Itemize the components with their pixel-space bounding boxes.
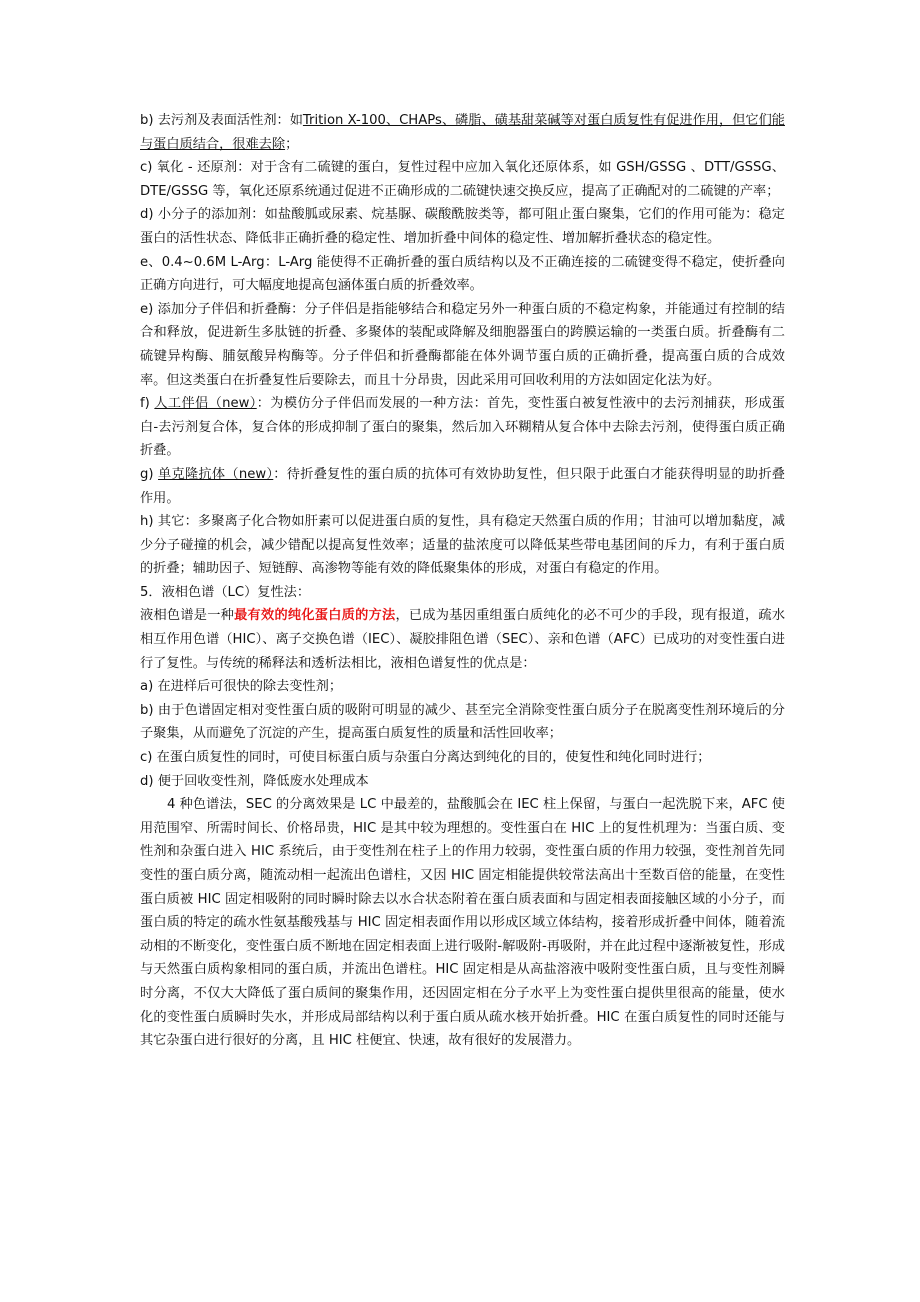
paragraph-redox [140,156,785,203]
paragraph-lc-intro [140,604,785,675]
item-label: c) [140,160,153,176]
list-item-advantage-b [140,699,785,746]
item-label: f) [140,396,150,412]
paragraph-text: 液相色谱是一种 [140,608,235,624]
paragraph-others [140,510,785,581]
underlined-text: 单克隆抗体（new） [158,466,274,482]
paragraph-text: ：为模仿分子伴侣而发展的一种方法：首先，变性蛋白被复性液中的去污剂捕获，形成蛋白-去污剂复合体，复合体的形成抑制了蛋白的聚集，然后加入环糊精从复合体中去除去污剂，使得蛋白质正确折叠。 [140,396,785,459]
item-label: e) [140,301,154,317]
paragraph-text: ，已成为基因重组蛋白质纯化的必不可少的手段，现有报道，疏水相互作用色谱（HIC）、离子交换色谱（IEC）、凝胶排阻色谱（SEC）、亲和色谱（AFC）已成功的对变性蛋白进行了复性。与传统的稀释法和透析法相比，液相色谱复性的优点是： [140,608,786,671]
paragraph-chaperones [140,298,785,392]
paragraph-hic-mechanism [140,793,785,1053]
paragraph-l-arg [140,251,785,298]
item-label: d) [140,773,154,789]
item-label: c) [140,750,153,766]
paragraph-text: 其它：多聚离子化合物如肝素可以促进蛋白质的复性，具有稳定天然蛋白质的作用；甘油可以增加黏度，减少分子碰撞的机会，减少错配以提高复性效率；适量的盐浓度可以降低某些带电基团间的斥力，有利于蛋白质的折叠；辅助因子、短链醇、高渗物等能有效的降低聚集体的形成，对蛋白有稳定的作用。 [140,514,785,577]
paragraph-text: 去污剂及表面活性剂：如 [157,113,303,128]
paragraph-text: 氧化 - 还原剂：对于含有二硫键的蛋白，复性过程中应加入氧化还原体系，如 GSH/GSSG 、DTT/GSSG、DTE/GSSG 等，氧化还原系统通过促进不正确形成的二硫键快速交换反应，提高了正确配对的二硫键的产率； [140,160,785,199]
paragraph-tail: ； [285,136,299,152]
paragraph-text: ：待折叠复性的蛋白质的抗体可有效协助复性，但只限于此蛋白才能获得明显的助折叠作用。 [140,466,785,506]
paragraph-text: 添加分子伴侣和折叠酶：分子伴侣是指能够结合和稳定另外一种蛋白质的不稳定构象，并能通过有控制的结合和释放，促进新生多肽链的折叠、多聚体的装配或降解及细胞器蛋白的跨膜运输的一类蛋白质。折叠酶有二硫键异构酶、脯氨酸异构酶等。分子伴侣和折叠酶都能在体外调节蛋白质的正确折叠，提高蛋白质的合成效率。但这类蛋白在折叠复性后要除去，而且十分昂贵，因此采用可回收利用的方法如固定化法为好。 [140,301,785,388]
item-label: h) [140,514,154,530]
list-item-advantage-c [140,746,785,770]
paragraph-text: 在进样后可很快的除去变性剂； [157,679,343,695]
paragraph-text: 在蛋白质复性的同时，可使目标蛋白质与杂蛋白分离达到纯化的目的，使复性和纯化同时进行； [156,750,711,766]
paragraph-detergents [140,109,785,156]
underlined-text: 人工伴侣（new） [154,396,257,412]
paragraph-text: 小分子的添加剂：如盐酸胍或尿素、烷基脲、碳酸酰胺类等，都可阻止蛋白聚集，它们的作用可能为：稳定蛋白的活性状态、降低非正确折叠的稳定性、增加折叠中间体的稳定性、增加解折叠状态的稳定性。 [140,207,785,246]
item-label: d) [140,207,154,223]
underlined-text: Trition X-100、CHAPs、磷脂、磺基甜菜碱等对蛋白质复性有促进作用，但它们能与蛋白质结合，很难去除 [140,113,785,152]
list-item-advantage-d [140,770,785,794]
paragraph-text: 4 种色谱法，SEC 的分离效果是 LC 中最差的，盐酸胍会在 IEC 柱上保留，与蛋白一起洗脱下来，AFC 使用范围窄、所需时间长、价格昂贵，HIC 是其中较为理想的。变性蛋白在 HIC 上的复性机理为：当蛋白质、变性剂和杂蛋白进入 HIC 系统后，由于变性剂在柱子上的作用力较弱，变性蛋白质的作用力较强，变性剂首先同变性的蛋白质分离，随流动相一起流出色谱柱，又因 HIC 固定相能提供较常法高出十至数百倍的能量，在变性蛋白质被 HIC 固定相吸附的同时瞬时除去以水合状态附着在蛋白质表面和与固定相表面接触区域的小分子，而蛋白质的特定的疏水性氨基酸残基与 HIC 固定相表面作用以形成区域立体结构，接着形成折叠中间体，随着流动相的不断变化，变性蛋白质不断地在固定相表面上进行吸附-解吸附-再吸附，并在此过程中逐渐被复性，形成与天然蛋白质构象相同的蛋白质，并流出色谱柱。HIC 固定相是从高盐溶液中吸附变性蛋白质，且与变性剂瞬时分离，不仅大大降低了蛋白质间的聚集作用，还因固定相在分子水平上为变性蛋白提供里很高的能量，使水化的变性蛋白质瞬时失水，并形成局部结构以利于蛋白质从疏水核开始折叠。HIC 在蛋白质复性的同时还能与其它杂蛋白进行很好的分离，且 HIC 柱便宜、快速，故有很好的发展潜力。 [140,797,785,1049]
section-heading-lc [140,581,785,605]
item-label: b) [140,702,154,718]
paragraph-monoclonal-antibody [140,463,785,510]
item-label: b) [140,113,154,128]
paragraph-text: 便于回收变性剂，降低废水处理成本 [157,773,369,789]
list-item-advantage-a [140,675,785,699]
document-body [140,109,785,1053]
item-label: a) [140,679,154,695]
item-label: g) [140,466,154,482]
paragraph-artificial-chaperone [140,392,785,463]
highlighted-text: 最有效的纯化蛋白质的方法 [234,608,396,624]
heading-text: 5．液相色谱（LC）复性法： [140,584,311,600]
paragraph-text: 由于色谱固定相对变性蛋白质的吸附可明显的减少、甚至完全消除变性蛋白质分子在脱离变性剂环境后的分子聚集，从而避免了沉淀的产生，提高蛋白质复性的质量和活性回收率； [140,702,785,742]
paragraph-small-molecules [140,203,785,250]
paragraph-text: e、0.4~0.6M L-Arg：L-Arg 能使得不正确折叠的蛋白质结构以及不正确连接的二硫键变得不稳定，使折叠向正确方向进行，可大幅度地提高包涵体蛋白质的折叠效率。 [140,254,785,294]
